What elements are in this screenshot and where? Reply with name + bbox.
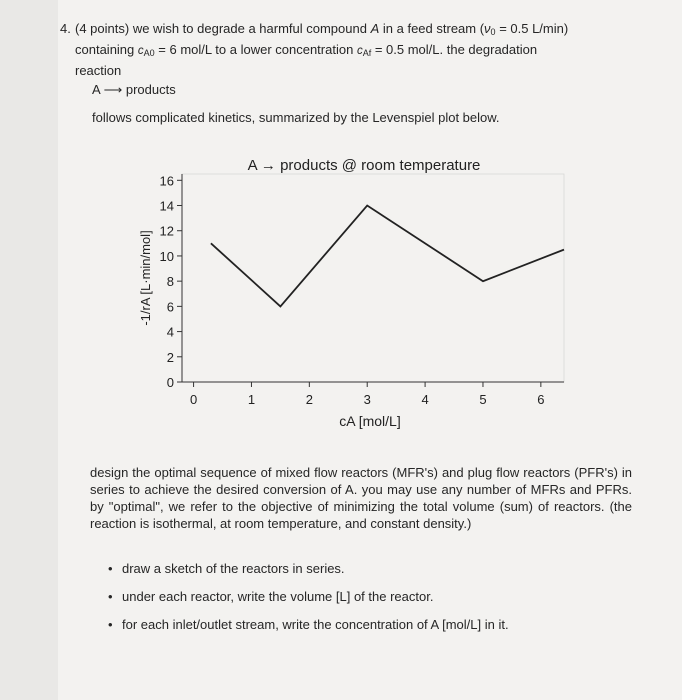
problem-line-2: containing $c_{A0} = 6$ mol/L to a lower concentration $c_{Af} = 0.5$ mol/L. the degradation (75, 42, 538, 58)
x-tick-label: 2 (305, 392, 313, 407)
reaction-arrow-icon: ⟶ (103, 82, 123, 97)
x-tick-label: 1 (247, 392, 256, 407)
y-tick-label: 16 (159, 173, 174, 189)
reactant: A (92, 82, 100, 97)
levenspiel-plot (138, 150, 578, 440)
task-item: • draw a sketch of the reactors in series. (108, 561, 345, 576)
y-tick-label: 4 (166, 324, 174, 340)
data-series-line (211, 206, 564, 307)
y-tick-label: 2 (166, 349, 174, 365)
chart-title: A → products @ room temperature (247, 157, 481, 174)
y-tick-label: 6 (166, 299, 174, 315)
plot-frame (182, 174, 564, 382)
bullet-icon: • (108, 617, 113, 632)
task-item: • for each inlet/outlet stream, write the concentration of A [mol/L] in it. (108, 617, 509, 632)
x-tick-label: 4 (421, 392, 429, 407)
task-list (108, 560, 638, 644)
y-tick-label: 8 (166, 274, 174, 290)
x-tick-label: 5 (479, 392, 487, 407)
x-tick-label: 0 (189, 392, 198, 407)
y-tick-label: 10 (159, 248, 174, 264)
x-axis-label: cA [mol/L] (339, 413, 401, 429)
problem-line-1: (4 points) we wish to degrade a harmful compound A in a feed stream ($\nu_0 = 0.5$ L/min) (75, 21, 569, 37)
problem-statement (60, 20, 645, 79)
problem-line-3: reaction (75, 63, 122, 78)
y-tick-label: 14 (159, 198, 174, 214)
y-tick-label: 12 (159, 223, 174, 239)
follows-text: follows complicated kinetics, summarized by the Levenspiel plot below. (92, 110, 500, 125)
design-instructions: design the optimal sequence of mixed flow reactors (MFR's) and plug flow reactors (PFR's) in series to achieve the desired conversion of A. you may use any number of MFRs and PFRs. by "optimal", we refer to the objective of minimizing the total volume (sum) of reactors. (the reaction is isothermal, at room temperature, and constant density.) (90, 465, 632, 531)
y-ticks (160, 173, 182, 390)
y-axis-label: -1/rA [L·min/mol] (138, 230, 153, 326)
task-item: • under each reactor, write the volume [L] of the reactor. (108, 589, 434, 604)
x-ticks (190, 382, 545, 407)
reaction-equation (92, 82, 176, 98)
x-tick-label: 3 (363, 392, 371, 407)
bullet-icon: • (108, 561, 113, 576)
bullet-icon: • (108, 589, 113, 604)
levenspiel-plot-svg (138, 150, 578, 440)
points-label: (4 points) (75, 21, 130, 36)
product: products (125, 82, 176, 97)
x-tick-label: 6 (537, 392, 545, 407)
y-tick-label: 0 (166, 375, 174, 390)
question-number: 4. (60, 21, 71, 36)
